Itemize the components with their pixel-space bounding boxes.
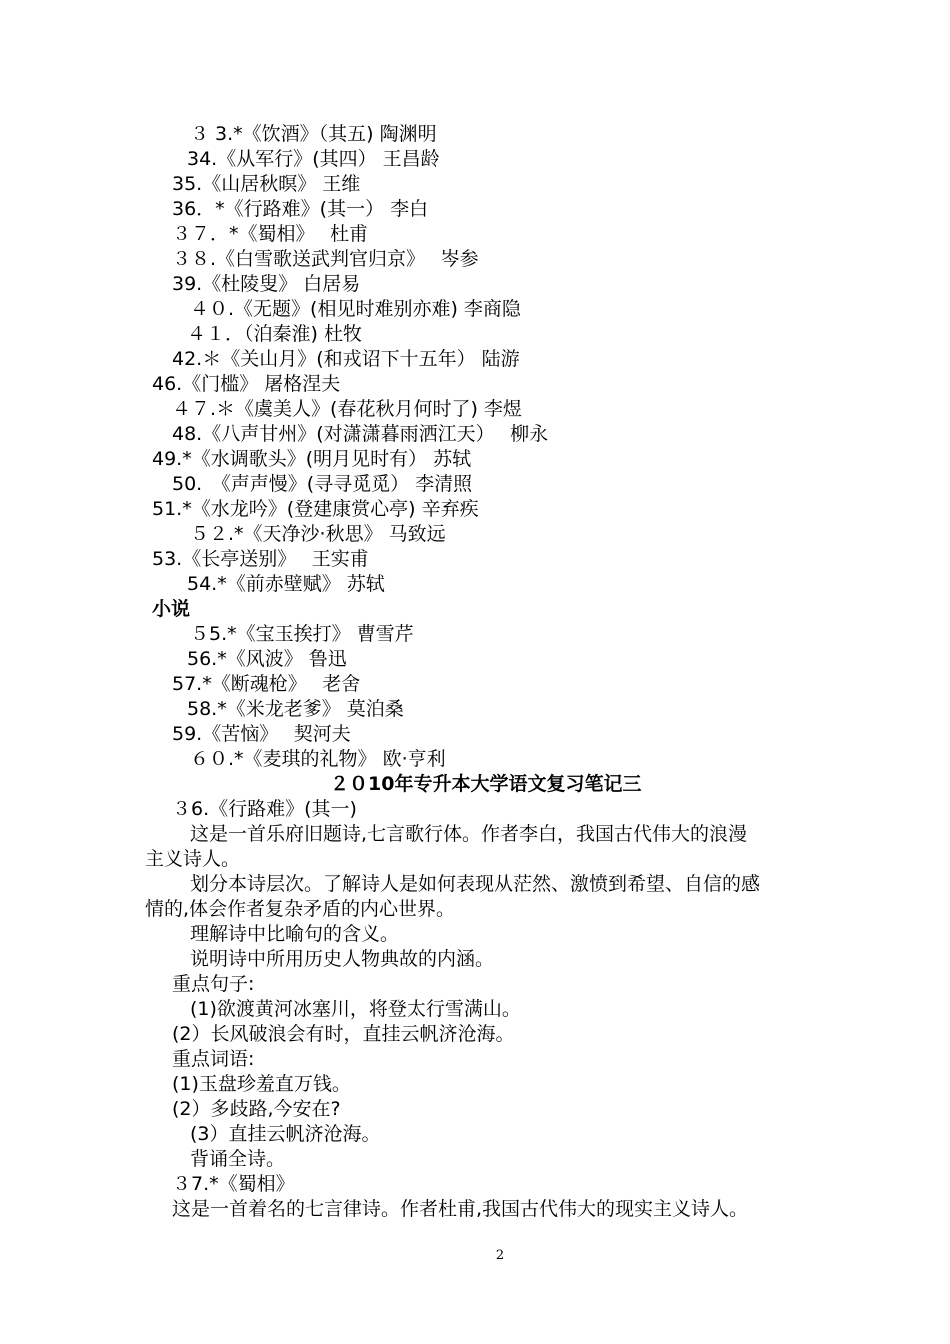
- work-item-41: ４１．（泊秦淮) 杜牧: [187, 323, 362, 345]
- key-word-item: (3）直挂云帆济沧海。: [190, 1123, 381, 1145]
- page-number: 2: [495, 1248, 505, 1263]
- note-paragraph-line: 情的,体会作者复杂矛盾的内心世界。: [145, 898, 456, 920]
- work-item-49: 49.*《水调歌头》(明月见时有） 苏轼: [152, 448, 472, 470]
- work-item-34: 34.《从军行》(其四） 王昌龄: [187, 148, 440, 170]
- work-item-51: 51.*《水龙吟》(登建康赏心亭) 辛弃疾: [152, 498, 479, 520]
- work-item-38: ３８.《白雪歌送武判官归京》 岑参: [172, 248, 479, 270]
- notes-title: ２０10年专升本大学语文复习笔记三: [330, 773, 642, 795]
- novel-item-60: ６０.*《麦琪的礼物》 欧·亨利: [190, 748, 446, 770]
- work-item-40: ４０.《无题》(相见时难别亦难) 李商隐: [190, 298, 521, 320]
- key-sentence-item: (2）长风破浪会有时，直挂云帆济沧海。: [172, 1023, 515, 1045]
- note-heading-37: ３7.*《蜀相》: [172, 1173, 295, 1195]
- novel-item-55: ５5.*《宝玉挨打》 曹雪芹: [190, 623, 414, 645]
- work-item-53: 53.《长亭送别》 王实甫: [152, 548, 369, 570]
- note-paragraph-line: 主义诗人。: [145, 848, 241, 870]
- work-item-47: ４７.＊《虞美人》(春花秋月何时了) 李煜: [172, 398, 522, 420]
- work-item-36: 36．*《行路难》(其一） 李白: [172, 198, 429, 220]
- note-paragraph-line: 划分本诗层次。了解诗人是如何表现从茫然、激愤到希望、自信的感: [190, 873, 761, 895]
- work-item-39: 39.《杜陵叟》 白居易: [172, 273, 361, 295]
- novel-heading: 小说: [152, 598, 191, 620]
- novel-item-58: 58.*《米龙老爹》 莫泊桑: [187, 698, 404, 720]
- note-paragraph-line: 这是一首着名的七言律诗。作者杜甫,我国古代伟大的现实主义诗人。: [172, 1198, 749, 1220]
- recite-instruction: 背诵全诗。: [190, 1148, 286, 1170]
- note-paragraph-line: 理解诗中比喻句的含义。: [190, 923, 400, 945]
- key-word-item: (1)玉盘珍羞直万钱。: [172, 1073, 351, 1095]
- novel-item-59: 59.《苦恼》 契河夫: [172, 723, 351, 745]
- note-paragraph-line: 这是一首乐府旧题诗,七言歌行体。作者李白，我国古代伟大的浪漫: [190, 823, 748, 845]
- work-item-35: 35.《山居秋暝》 王维: [172, 173, 361, 195]
- work-item-46: 46.《门槛》 屠格涅夫: [152, 373, 341, 395]
- novel-item-56: 56.*《风波》 鲁迅: [187, 648, 347, 670]
- key-words-label: 重点词语:: [172, 1048, 255, 1070]
- novel-item-57: 57.*《断魂枪》 老舍: [172, 673, 361, 695]
- key-sentences-label: 重点句子:: [172, 973, 255, 995]
- work-item-42: 42.＊《关山月》(和戎诏下十五年） 陆游: [172, 348, 520, 370]
- work-item-33: ３ 3.*《饮酒》（其五) 陶渊明: [190, 123, 437, 145]
- note-paragraph-line: 说明诗中所用历史人物典故的内涵。: [190, 948, 495, 970]
- work-item-48: 48.《八声甘州》(对潇潇暮雨洒江天） 柳永: [172, 423, 549, 445]
- work-item-52: ５２.*《天净沙·秋思》 马致远: [190, 523, 446, 545]
- work-item-50: 50. 《声声慢》(寻寻觅觅） 李清照: [172, 473, 473, 495]
- key-sentence-item: (1)欲渡黄河冰塞川，将登太行雪满山。: [190, 998, 521, 1020]
- note-heading-36: ３6.《行路难》(其一): [172, 798, 357, 820]
- work-item-37: ３７．*《蜀相》 杜甫: [172, 223, 369, 245]
- key-word-item: (2）多歧路,今安在?: [172, 1098, 341, 1120]
- work-item-54: 54.*《前赤壁赋》 苏轼: [187, 573, 385, 595]
